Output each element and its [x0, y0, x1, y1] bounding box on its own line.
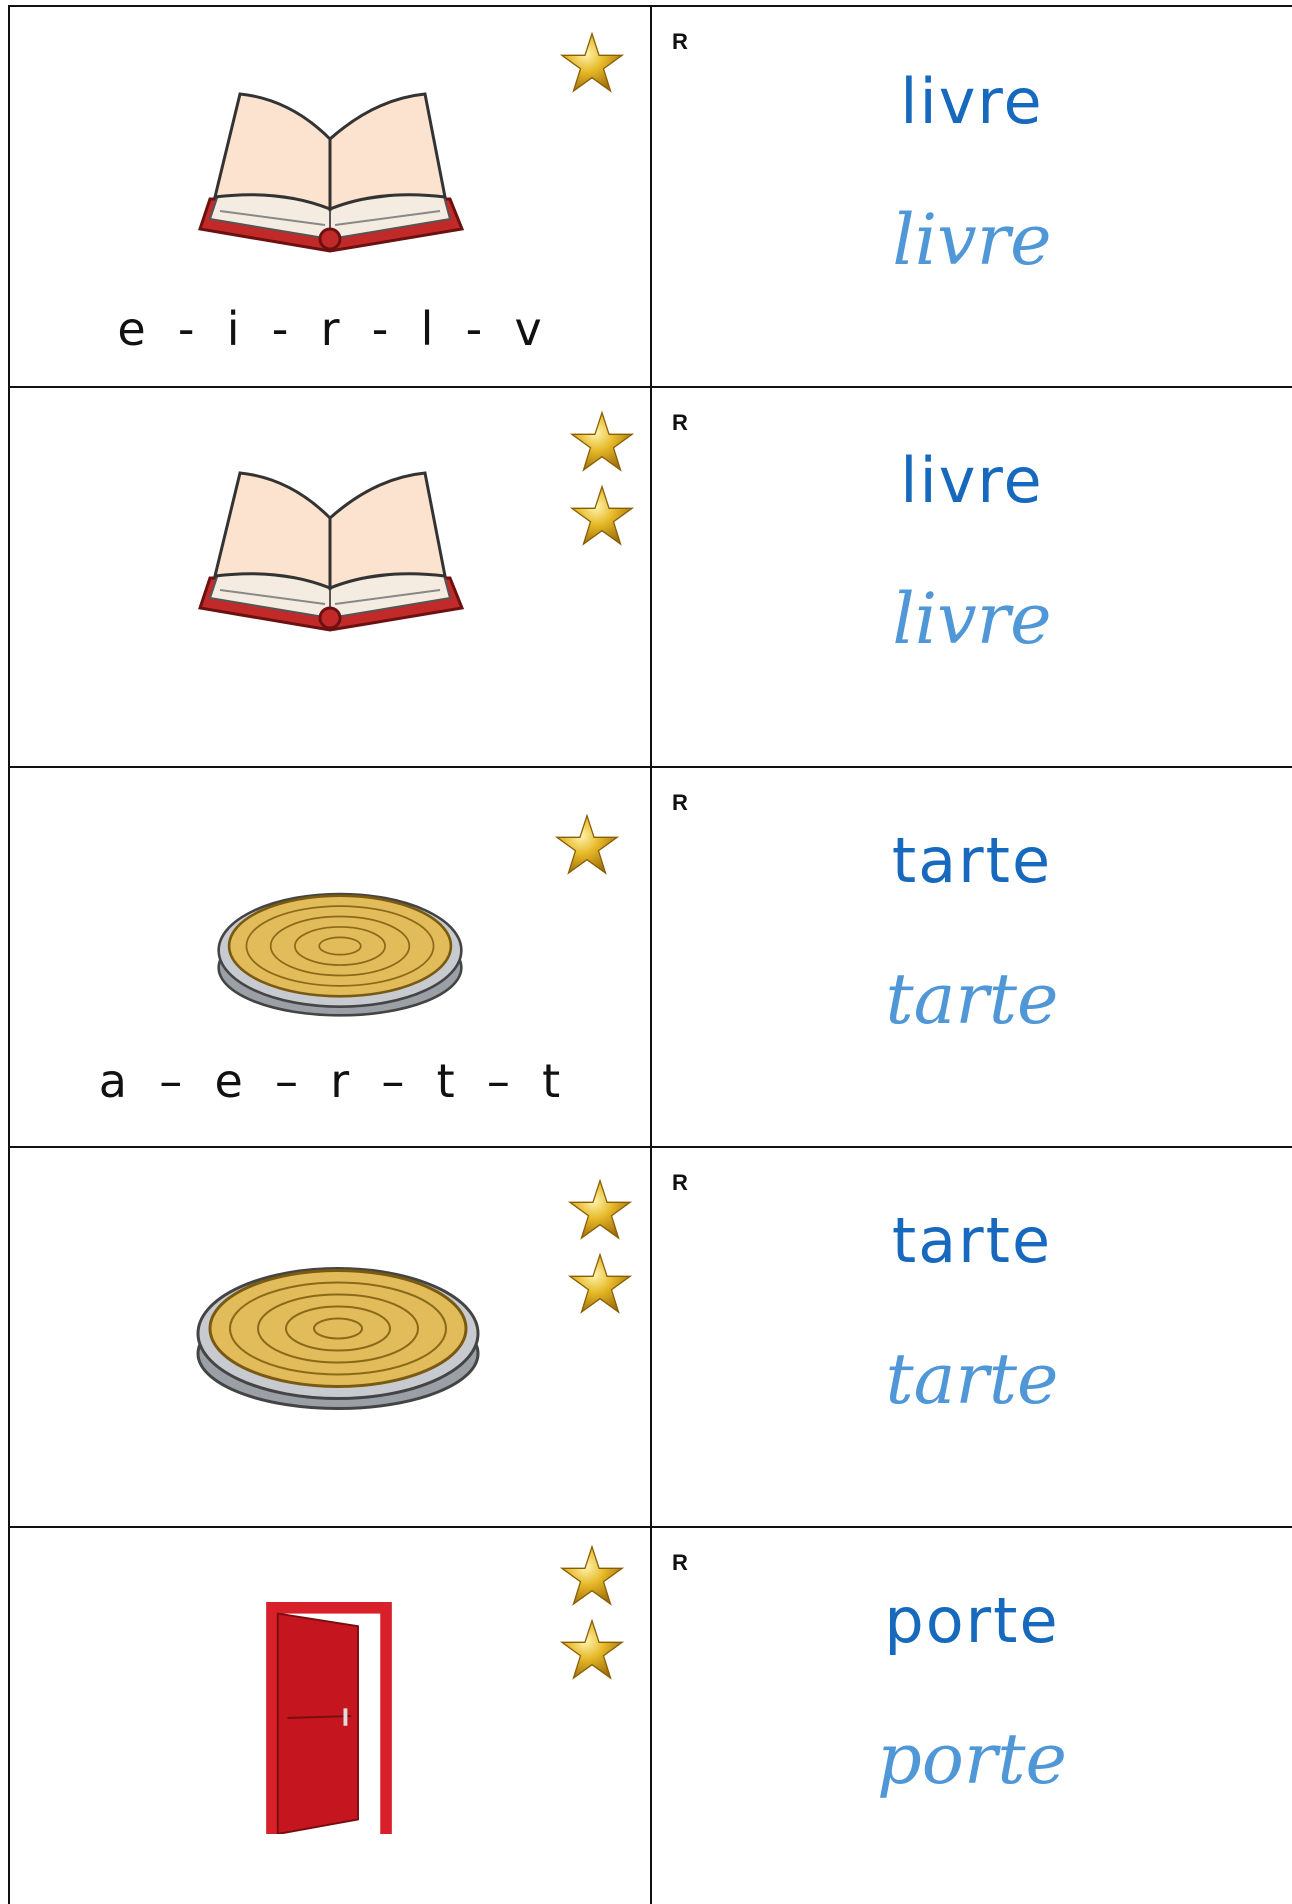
word-cursive: porte — [877, 1718, 1067, 1800]
r-label: R — [672, 29, 688, 54]
word-cell — [652, 388, 1292, 766]
scrambled-letters: a – e – r – t – t — [98, 1054, 562, 1108]
scrambled-letters: e - i - r - l - v — [117, 302, 543, 356]
picture-cell — [10, 388, 650, 766]
r-label: R — [672, 410, 688, 435]
word-print: porte — [884, 1584, 1060, 1657]
picture-cell — [10, 1148, 650, 1526]
apple-tart-image — [188, 1236, 488, 1421]
word-cell — [652, 768, 1292, 1146]
star-icon — [560, 1618, 624, 1682]
picture-cell — [10, 768, 650, 1146]
red-door-image — [264, 1602, 394, 1834]
word-card — [10, 7, 1292, 386]
difficulty-stars — [555, 813, 635, 887]
star-icon — [555, 813, 619, 877]
r-label: R — [672, 1550, 688, 1575]
star-icon — [568, 1252, 632, 1316]
word-cursive: livre — [892, 578, 1052, 660]
word-cell — [652, 1148, 1292, 1526]
open-book-image — [180, 79, 480, 269]
word-print: tarte — [891, 1204, 1053, 1277]
apple-tart-image — [210, 866, 470, 1026]
r-label: R — [672, 1170, 688, 1195]
difficulty-stars — [560, 31, 640, 105]
open-book-image — [180, 458, 480, 648]
word-print: livre — [900, 444, 1044, 517]
word-card — [10, 768, 1292, 1146]
difficulty-stars — [560, 1544, 640, 1692]
r-label: R — [672, 790, 688, 815]
word-card — [10, 1528, 1292, 1904]
word-cursive: livre — [892, 199, 1052, 281]
word-card — [10, 1148, 1292, 1526]
star-icon — [570, 410, 634, 474]
word-print: tarte — [891, 824, 1053, 897]
star-icon — [568, 1178, 632, 1242]
picture-cell — [10, 7, 650, 386]
word-print: livre — [900, 65, 1044, 138]
difficulty-stars — [568, 1178, 648, 1326]
star-icon — [560, 31, 624, 95]
star-icon — [560, 1544, 624, 1608]
picture-cell — [10, 1528, 650, 1904]
star-icon — [570, 484, 634, 548]
difficulty-stars — [570, 410, 650, 558]
word-cursive: tarte — [885, 958, 1059, 1040]
word-card — [10, 388, 1292, 766]
word-cursive: tarte — [885, 1338, 1059, 1420]
word-cell — [652, 7, 1292, 386]
word-cell — [652, 1528, 1292, 1904]
